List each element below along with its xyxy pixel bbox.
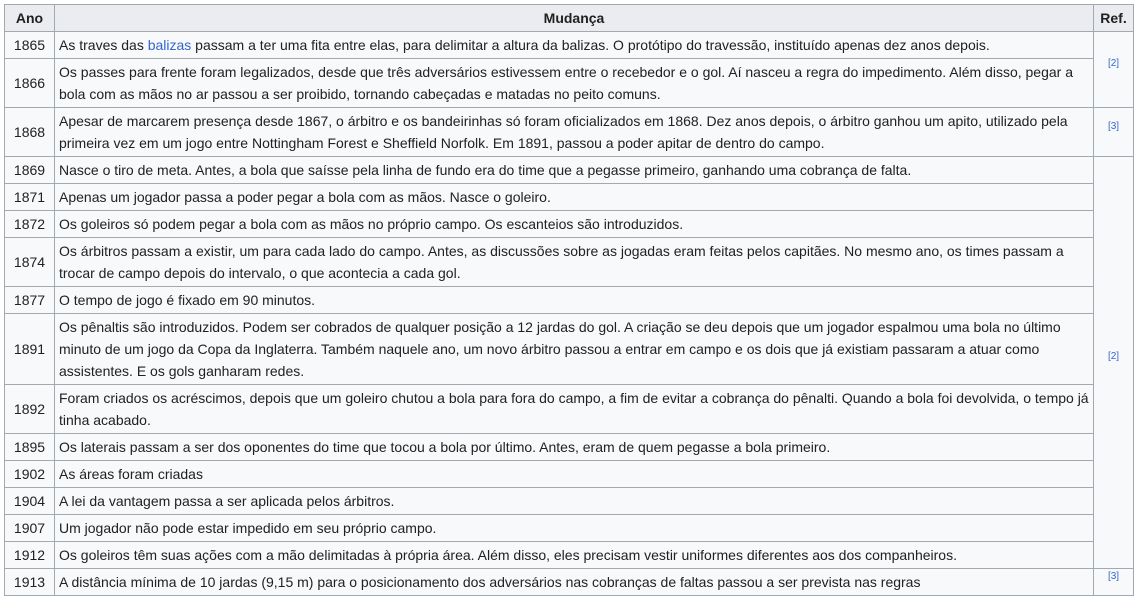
table-row bbox=[5, 59, 1134, 108]
year-cell: 1877 bbox=[5, 287, 55, 314]
year-cell: 1874 bbox=[5, 238, 55, 287]
ref-link[interactable]: [2] bbox=[1107, 351, 1120, 363]
year-cell: 1872 bbox=[5, 211, 55, 238]
year-cell: 1869 bbox=[5, 157, 55, 184]
year-cell: 1912 bbox=[5, 542, 55, 569]
change-cell: Os goleiros têm suas ações com a mão delimitadas à própria área. Além disso, eles precisam vestir uniformes diferentes aos dos companheiros. bbox=[55, 542, 1094, 569]
year-cell: 1913 bbox=[5, 569, 55, 596]
header-year[interactable]: Ano bbox=[5, 5, 55, 32]
table-row bbox=[5, 434, 1134, 461]
change-cell: Os pênaltis são introduzidos. Podem ser cobrados de qualquer posição a 12 jardas do gol. A criação se deu depois que um jogador espalmou uma bola no último minuto de um jogo da Copa da Inglaterra. Também naquele ano, um novo árbitro passou a entrar em campo e os dois que já existiam passaram a atuar como assistentes. E os gols ganharam redes. bbox=[55, 314, 1094, 385]
table-header-row bbox=[5, 5, 1134, 32]
year-cell: 1871 bbox=[5, 184, 55, 211]
ref-link[interactable]: [3] bbox=[1107, 570, 1120, 582]
ref-link[interactable]: [2] bbox=[1107, 58, 1120, 70]
table-row bbox=[5, 314, 1134, 385]
change-cell: Os laterais passam a ser dos oponentes do time que tocou a bola por último. Antes, eram de quem pegasse a bola primeiro. bbox=[55, 434, 1094, 461]
table-row bbox=[5, 488, 1134, 515]
change-cell: O tempo de jogo é fixado em 90 minutos. bbox=[55, 287, 1094, 314]
year-cell: 1907 bbox=[5, 515, 55, 542]
table-row bbox=[5, 184, 1134, 211]
changes-table bbox=[4, 4, 1134, 596]
change-text-post: passam a ter uma fita entre elas, para delimitar a altura da balizas. O protótipo do travessão, instituído apenas dez anos depois. bbox=[191, 37, 990, 53]
change-cell: Apenas um jogador passa a poder pegar a bola com as mãos. Nasce o goleiro. bbox=[55, 184, 1094, 211]
change-cell bbox=[55, 32, 1094, 59]
header-change[interactable]: Mudança bbox=[55, 5, 1094, 32]
change-cell: Apesar de marcarem presença desde 1867, o árbitro e os bandeirinhas só foram oficializados em 1868. Dez anos depois, o árbitro ganhou um apito, utilizado pela primeira vez em um jogo entre Nottingham Forest e Sheffield Norfolk. Em 1891, passou a poder apitar de dentro do campo. bbox=[55, 108, 1094, 157]
table-row bbox=[5, 32, 1134, 59]
change-cell: Foram criados os acréscimos, depois que um goleiro chutou a bola para fora do campo, a fim de evitar a cobrança do pênalti. Quando a bola foi devolvida, o tempo já tinha acabado. bbox=[55, 385, 1094, 434]
ref-cell bbox=[1094, 157, 1134, 569]
change-cell: Os árbitros passam a existir, um para cada lado do campo. Antes, as discussões sobre as jogadas eram feitas pelos capitães. No mesmo ano, os times passam a trocar de campo depois do intervalo, o que acontecia a cada gol. bbox=[55, 238, 1094, 287]
year-cell: 1891 bbox=[5, 314, 55, 385]
change-cell: Os passes para frente foram legalizados, desde que três adversários estivessem entre o recebedor e o gol. Aí nasceu a regra do impedimento. Além disso, pegar a bola com as mãos no ar passou a ser proibido, tornando cabeçadas e matadas no peito comuns. bbox=[55, 59, 1094, 108]
change-cell: As áreas foram criadas bbox=[55, 461, 1094, 488]
table-row bbox=[5, 157, 1134, 184]
change-text-pre: As traves das bbox=[59, 37, 148, 53]
ref-cell bbox=[1094, 32, 1134, 108]
year-cell: 1895 bbox=[5, 434, 55, 461]
table-row bbox=[5, 542, 1134, 569]
table-row bbox=[5, 385, 1134, 434]
ref-cell bbox=[1094, 108, 1134, 157]
change-cell: Os goleiros só podem pegar a bola com as mãos no próprio campo. Os escanteios são introduzidos. bbox=[55, 211, 1094, 238]
table-row bbox=[5, 108, 1134, 157]
ref-cell bbox=[1094, 569, 1134, 596]
change-cell: Nasce o tiro de meta. Antes, a bola que saísse pela linha de fundo era do time que a pegasse primeiro, ganhando uma cobrança de falta. bbox=[55, 157, 1094, 184]
year-cell: 1865 bbox=[5, 32, 55, 59]
table-row bbox=[5, 211, 1134, 238]
year-cell: 1866 bbox=[5, 59, 55, 108]
year-cell: 1892 bbox=[5, 385, 55, 434]
year-cell: 1868 bbox=[5, 108, 55, 157]
table-row bbox=[5, 461, 1134, 488]
change-cell: A lei da vantagem passa a ser aplicada pelos árbitros. bbox=[55, 488, 1094, 515]
change-cell: Um jogador não pode estar impedido em seu próprio campo. bbox=[55, 515, 1094, 542]
header-ref[interactable]: Ref. bbox=[1094, 5, 1134, 32]
table-row bbox=[5, 569, 1134, 596]
table-row bbox=[5, 287, 1134, 314]
table-row bbox=[5, 238, 1134, 287]
year-cell: 1904 bbox=[5, 488, 55, 515]
table-row bbox=[5, 515, 1134, 542]
ref-link[interactable]: [3] bbox=[1107, 120, 1120, 132]
balizas-link[interactable]: balizas bbox=[147, 37, 192, 53]
year-cell: 1902 bbox=[5, 461, 55, 488]
change-cell: A distância mínima de 10 jardas (9,15 m) para o posicionamento dos adversários nas cobranças de faltas passou a ser prevista nas regras bbox=[55, 569, 1094, 596]
